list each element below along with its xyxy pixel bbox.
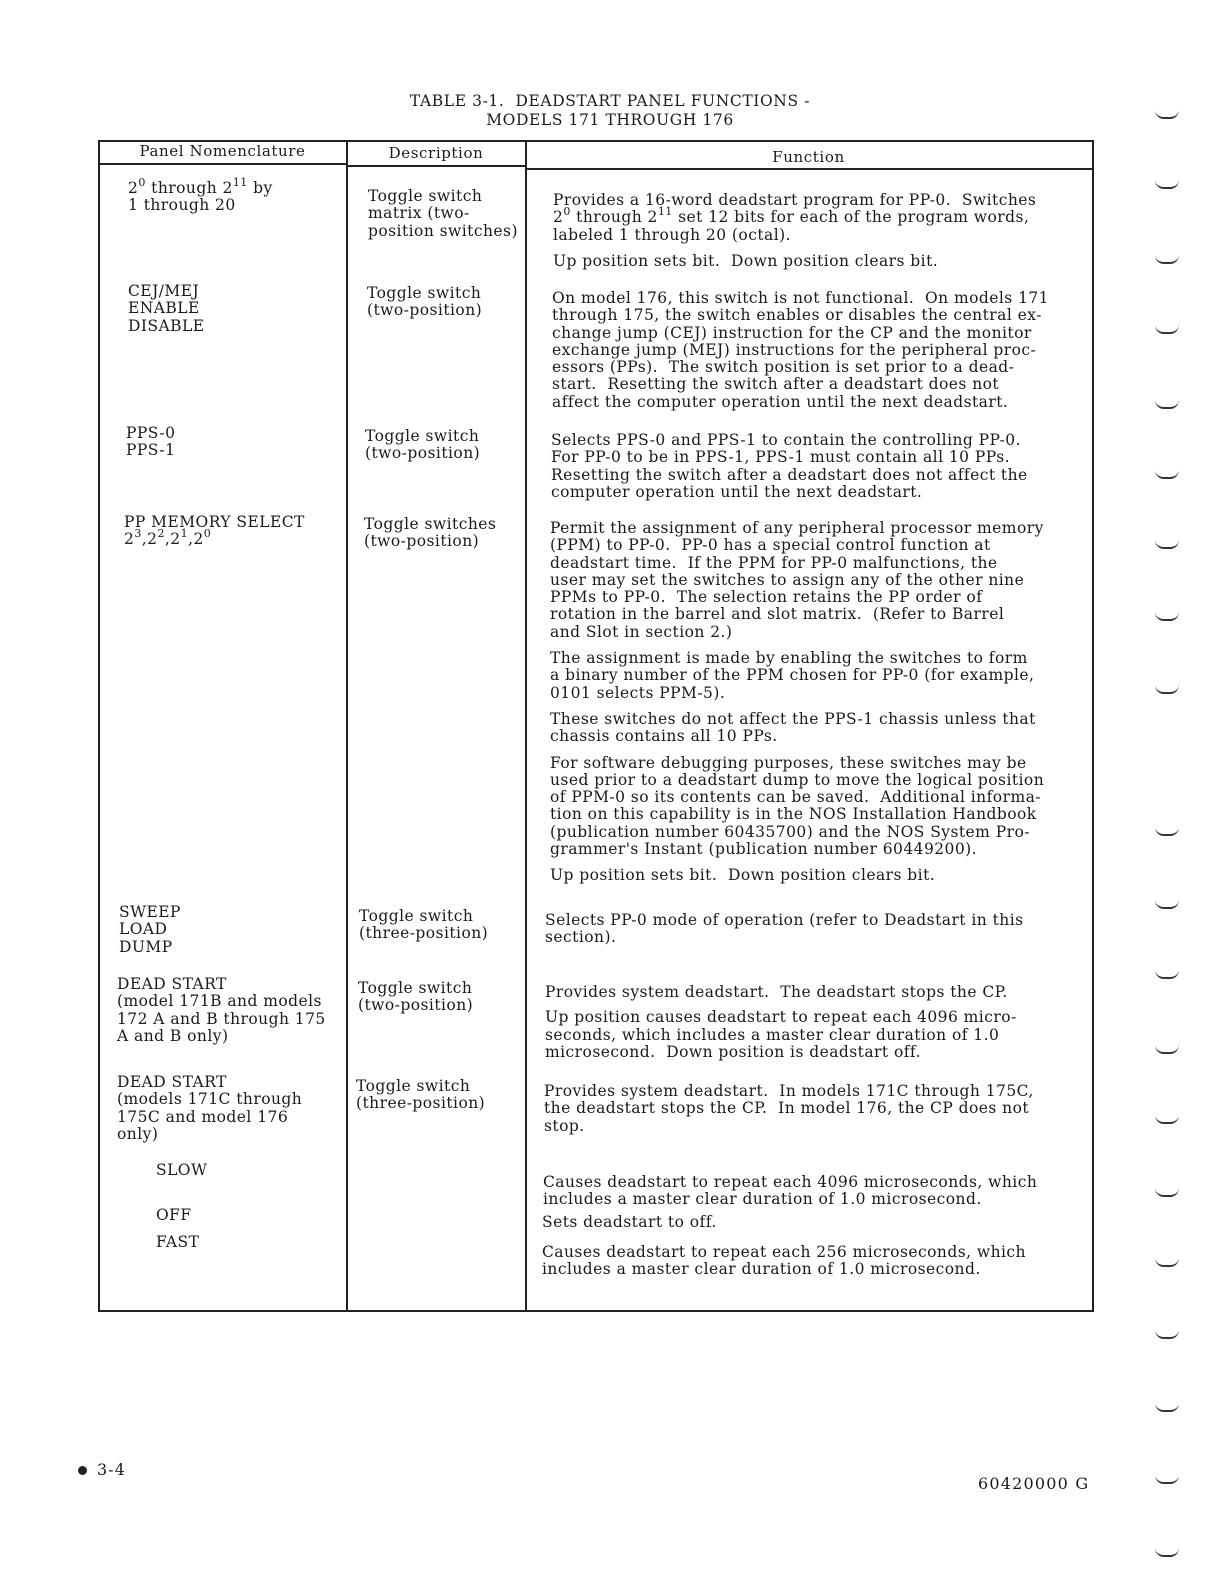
panel-dead-start-three-position <box>117 1074 302 1143</box>
table-title-line-1: TABLE 3-1. DEADSTART PANEL FUNCTIONS - <box>409 92 811 110</box>
panel-slow: SLOW <box>156 1161 208 1179</box>
description-line: (two-position) <box>365 444 481 463</box>
function-line: Permit the assignment of any peripheral processor memory <box>550 519 1044 537</box>
function-line: Up position causes deadstart to repeat each 4096 micro- <box>545 1008 1017 1027</box>
binder-mark-icon <box>1155 1115 1179 1124</box>
panel-line: PPS-1 <box>126 441 176 460</box>
table-title <box>300 92 920 130</box>
panel-line: ENABLE <box>128 299 200 318</box>
header-rule-left <box>98 163 347 165</box>
function-switch-matrix <box>553 192 1036 270</box>
function-line: essors (PPs). The switch position is set prior to a dead- <box>552 358 1015 377</box>
description-switch-matrix <box>368 188 518 240</box>
description-line: (three-position) <box>359 924 489 943</box>
panel-line: PP MEMORY SELECT <box>124 513 305 531</box>
panel-fast: FAST <box>156 1233 200 1251</box>
panel-line: CEJ/MEJ <box>128 282 200 300</box>
binder-mark-icon <box>1155 255 1179 264</box>
panel-line: DEAD START <box>117 1073 227 1091</box>
function-line: Causes deadstart to repeat each 4096 microseconds, which <box>543 1173 1038 1191</box>
table-title-line-2: MODELS 171 THROUGH 176 <box>486 111 734 129</box>
function-line: For software debugging purposes, these switches may be <box>550 753 1027 772</box>
binder-mark-icon <box>1155 540 1179 549</box>
panel-dead-start-two-position <box>117 976 326 1045</box>
function-line: the deadstart stops the CP. In model 176, the CP does not <box>544 1099 1030 1118</box>
column-divider-2 <box>525 140 527 1310</box>
header-panel-nomenclature: Panel Nomenclature <box>139 142 306 160</box>
binder-mark-icon <box>1155 180 1179 189</box>
panel-line: (models 171C through <box>117 1090 303 1109</box>
function-line: of PPM-0 so its contents can be saved. Additional informa- <box>550 788 1041 807</box>
function-line: For PP-0 to be in PPS-1, PPS-1 must contain all 10 PPs. <box>551 448 1010 467</box>
panel-cej-mej <box>128 283 205 335</box>
panel-line: DEAD START <box>117 975 227 993</box>
document-number: 60420000 G <box>978 1474 1090 1493</box>
header-function: Function <box>772 148 845 166</box>
binder-mark-icon <box>1155 1045 1179 1054</box>
description-line: matrix (two- <box>368 204 470 223</box>
description-line: Toggle switch <box>356 1077 471 1095</box>
panel-line: SWEEP <box>119 903 181 921</box>
panel-line: only) <box>117 1124 159 1143</box>
panel-line: 175C and model 176 <box>117 1107 289 1126</box>
panel-switch-matrix <box>128 176 273 215</box>
panel-line: $2^3,2^2,2^1,2^0$ <box>124 527 212 549</box>
description-line: (two-position) <box>364 532 480 551</box>
binder-mark-icon <box>1155 1188 1179 1197</box>
binder-mark-icon <box>1155 1258 1179 1267</box>
function-line: Selects PPS-0 and PPS-1 to contain the controlling PP-0. <box>551 431 1021 449</box>
panel-line: DISABLE <box>128 316 205 335</box>
binder-mark-icon <box>1155 970 1179 979</box>
function-off <box>542 1214 717 1231</box>
panel-line: PPS-0 <box>126 424 176 442</box>
panel-line: DUMP <box>119 937 173 956</box>
function-line: On model 176, this switch is not functional. On models 171 <box>552 289 1049 307</box>
function-line: $2^0$ through $2^{11}$ set 12 bits for each of the program words, <box>553 205 1030 227</box>
function-line: Resetting the switch after a deadstart does not affect the <box>551 465 1028 484</box>
function-line: and Slot in section 2.) <box>550 622 733 641</box>
description-line: (two-position) <box>367 301 483 320</box>
function-line: Sets deadstart to off. <box>542 1213 717 1231</box>
function-line: section). <box>545 928 617 947</box>
function-line: microsecond. Down position is deadstart off. <box>545 1042 921 1061</box>
function-line: Causes deadstart to repeat each 256 microseconds, which <box>542 1243 1026 1261</box>
function-line: The assignment is made by enabling the switches to form <box>550 649 1028 668</box>
binder-mark-icon <box>1155 325 1179 334</box>
function-line: includes a master clear duration of 1.0 microsecond. <box>542 1260 981 1279</box>
function-line: exchange jump (MEJ) instructions for the peripheral proc- <box>552 340 1037 359</box>
panel-pp-memory-select <box>124 514 305 549</box>
panel-off: OFF <box>156 1206 192 1224</box>
panel-sweep-load-dump <box>119 904 181 956</box>
function-line: grammer's Instant (publication number 60449200). <box>550 840 978 859</box>
function-line: a binary number of the PPM chosen for PP-0 (for example, <box>550 666 1035 685</box>
function-line: tion on this capability is in the NOS Installation Handbook <box>550 805 1037 824</box>
description-sweep-load-dump <box>359 908 488 943</box>
description-line: position switches) <box>368 221 518 240</box>
function-line: user may set the switches to assign any of the other nine <box>550 570 1025 589</box>
description-line: (three-position) <box>356 1094 486 1113</box>
column-divider-1 <box>346 140 348 1310</box>
description-line: Toggle switch <box>368 187 483 205</box>
binder-mark-icon <box>1155 110 1179 119</box>
panel-line: A and B only) <box>117 1026 229 1045</box>
binder-mark-icon <box>1155 900 1179 909</box>
description-dead-start-two-position <box>358 980 473 1015</box>
description-line: Toggle switch <box>358 979 473 997</box>
function-line: Selects PP-0 mode of operation (refer to Deadstart in this <box>545 911 1024 929</box>
function-line: Provides system deadstart. In models 171C through 175C, <box>544 1082 1034 1100</box>
description-pp-memory-select <box>364 516 496 551</box>
function-line: Up position sets bit. Down position clears bit. <box>550 866 936 885</box>
function-line: Up position sets bit. Down position clears bit. <box>553 251 939 270</box>
header-rule-mid <box>347 165 526 167</box>
description-line: Toggle switches <box>364 515 497 533</box>
function-sweep-load-dump <box>545 912 1024 947</box>
function-line: 0101 selects PPM-5). <box>550 683 726 702</box>
function-dead-start-two-position <box>545 984 1017 1061</box>
function-line: These switches do not affect the PPS-1 chassis unless that <box>550 709 1036 728</box>
function-line: (PPM) to PP-0. PP-0 has a special control function at <box>550 536 991 555</box>
function-line: start. Resetting the switch after a deadstart does not <box>552 375 1000 394</box>
binder-mark-icon <box>1155 612 1179 621</box>
function-line: Provides system deadstart. The deadstart stops the CP. <box>545 983 1008 1001</box>
description-dead-start-three-position <box>356 1078 485 1113</box>
panel-pps <box>126 425 175 460</box>
panel-line: (model 171B and models <box>117 992 322 1011</box>
function-dead-start-three-position <box>544 1083 1034 1135</box>
header-rule-right <box>526 168 1092 170</box>
function-line: used prior to a deadstart dump to move the logical position <box>550 770 1045 789</box>
panel-line: $2^0$ through $2^{11}$ by <box>128 176 273 197</box>
function-line: seconds, which includes a master clear duration of 1.0 <box>545 1025 1000 1044</box>
function-line: through 175, the switch enables or disables the central ex- <box>552 306 1042 325</box>
binder-mark-icon <box>1155 1403 1179 1412</box>
description-line: Toggle switch <box>359 907 474 925</box>
panel-line: 1 through 20 <box>128 196 236 215</box>
description-pps <box>365 428 480 463</box>
function-line: PPMs to PP-0. The selection retains the PP order of <box>550 588 983 607</box>
function-line: deadstart time. If the PPM for PP-0 malfunctions, the <box>550 553 998 572</box>
description-line: Toggle switch <box>367 284 482 302</box>
function-line: computer operation until the next deadstart. <box>551 482 923 501</box>
function-line: (publication number 60435700) and the NOS System Pro- <box>550 822 1030 841</box>
function-line: affect the computer operation until the next deadstart. <box>552 392 1009 411</box>
page-number-text: 3-4 <box>97 1460 126 1479</box>
function-slow <box>543 1174 1037 1209</box>
binder-mark-icon <box>1155 827 1179 836</box>
page-number <box>78 1460 126 1479</box>
function-line: Provides a 16-word deadstart program for PP-0. Switches <box>553 191 1037 209</box>
panel-line: LOAD <box>119 920 168 939</box>
function-pp-memory-select <box>550 520 1044 885</box>
description-cej-mej <box>367 285 482 320</box>
binder-mark-icon <box>1155 685 1179 694</box>
panel-line: 172 A and B through 175 <box>117 1009 326 1028</box>
binder-mark-icon <box>1155 1475 1179 1484</box>
function-cej-mej <box>552 290 1049 411</box>
binder-mark-icon <box>1155 400 1179 409</box>
binder-mark-icon <box>1155 470 1179 479</box>
function-fast <box>542 1244 1026 1279</box>
description-line: Toggle switch <box>365 427 480 445</box>
function-line: change jump (CEJ) instruction for the CP and the monitor <box>552 323 1032 342</box>
function-line: rotation in the barrel and slot matrix. (Refer to Barrel <box>550 605 1005 624</box>
header-description: Description <box>388 144 484 162</box>
description-line: (two-position) <box>358 996 474 1015</box>
bullet-icon <box>78 1466 87 1475</box>
function-line: stop. <box>544 1116 585 1135</box>
function-line: labeled 1 through 20 (octal). <box>553 225 791 244</box>
function-line: includes a master clear duration of 1.0 microsecond. <box>543 1190 982 1209</box>
binder-mark-icon <box>1155 1548 1179 1557</box>
function-line: chassis contains all 10 PPs. <box>550 727 778 746</box>
function-pps <box>551 432 1028 501</box>
binder-mark-icon <box>1155 1330 1179 1339</box>
